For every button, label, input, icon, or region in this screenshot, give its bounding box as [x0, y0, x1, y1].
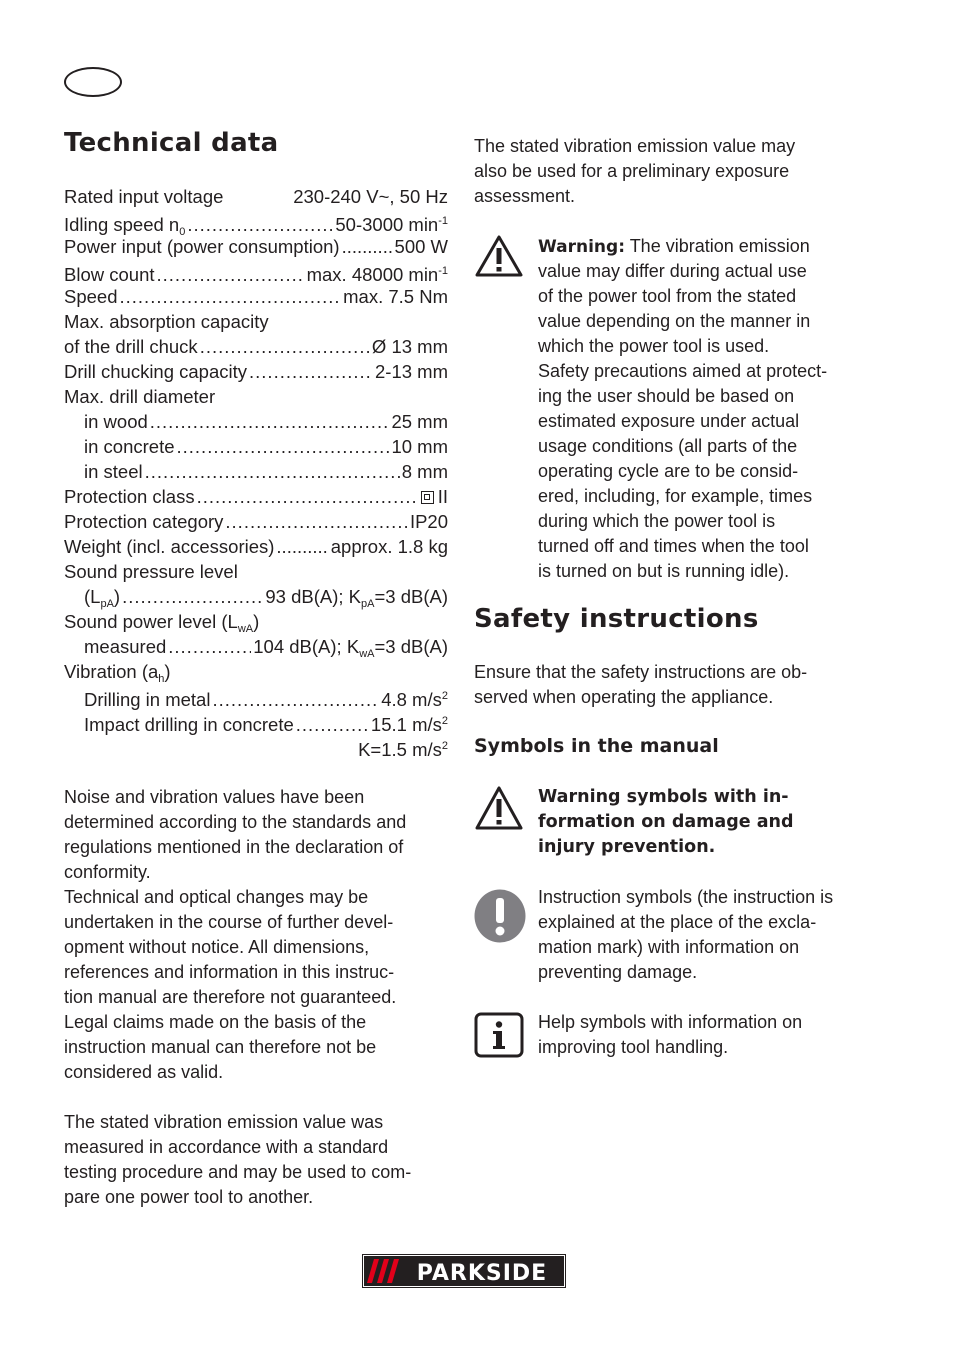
- spec-row: in concrete ..... 10 mm: [64, 434, 448, 459]
- protection-class-icon: [421, 491, 434, 504]
- logo-wordmark: PARKSIDE: [416, 1261, 548, 1286]
- symbol-help-text: Help symbols with information on improving tool handling.: [538, 1012, 803, 1057]
- spec-row: Weight (incl. accessories) ..... approx. 1.8 kg: [64, 534, 448, 559]
- spec-row: Speed ..... max. 7.5 Nm: [64, 284, 448, 309]
- spec-row: Vibration $(a_h)$: [64, 661, 171, 685]
- exposure-paragraph: The stated vibration emission value may also be used for a preliminary exposure assessment.: [474, 136, 796, 206]
- spec-row: measured ..... 104 dB(A); $K_{wA}=3$ dB(A): [64, 634, 448, 659]
- spec-row: $(L_{pA})$ ..... 93 dB(A); $K_{pA}=3$ dB(A): [64, 584, 448, 609]
- symbol-warning-text: Warning symbols with in- formation on damage and injury prevention.: [538, 787, 794, 857]
- warning-paragraph: Warning: The vibration emission value may differ during actual use of the power tool from the stated value depending on the manner in which the power tool is used. Safety precautions aimed at protect- ing the user should be based on estimated exposure under actual usage conditions (all parts of the operating cycle are to be consid- ered, including, for example, times during which the power tool is turned off and times when the tool is turned on but is running idle).: [538, 236, 828, 581]
- language-indicator: [64, 67, 122, 97]
- spec-row: Power input (power consumption) ..... 500 W: [64, 234, 448, 259]
- spec-list: [64, 184, 448, 759]
- spec-row: Impact drilling in concrete ..... 15.1 $m/s^2$: [64, 709, 448, 734]
- spec-row: Drilling in metal ..... 4.8 $m/s^2$: [64, 684, 448, 709]
- spec-row: Sound power level $(L_{wA})$: [64, 611, 260, 635]
- spec-row: K=1.5 $m/s^2$: [358, 739, 448, 760]
- spec-row: in steel ..... 8 mm: [64, 459, 448, 484]
- spec-row: Idling speed $n_0$ ..... 50-3000 $\min^{-1}$: [64, 209, 448, 234]
- spec-row: Drill chucking capacity ..... 2-13 mm: [64, 359, 448, 384]
- spec-row: Blow count ..... max. 48000 $\min^{-1}$: [64, 259, 448, 284]
- warning-triangle-icon: [474, 785, 524, 831]
- spec-row: in wood ..... 25 mm: [64, 409, 448, 434]
- safety-instructions-title: Safety instructions: [474, 604, 759, 634]
- conformity-paragraph: Noise and vibration values have been determined according to the standards and regulations mentioned in the declaration of conformity. Technical and optical changes may be undertaken in the course of further devel- opment without notice. All dimensions, references and information in this instruc- tion manual are therefore not guaranteed. Legal claims made on the basis of the instruction manual can therefore not be considered as valid.: [64, 787, 407, 1082]
- info-square-icon: [474, 1012, 524, 1058]
- spec-row: Sound pressure level: [64, 561, 238, 582]
- parkside-logo: [362, 1254, 566, 1288]
- exclamation-circle-icon: [474, 889, 526, 943]
- spec-row: Max. drill diameter: [64, 386, 216, 407]
- technical-data-title: Technical data: [64, 128, 279, 158]
- spec-row: Protection class ..... II: [64, 484, 448, 509]
- spec-row: Max. absorption capacity: [64, 311, 269, 332]
- spec-row: of the drill chuck ..... Ø 13 mm: [64, 334, 448, 359]
- spec-row: Protection category ..... IP20: [64, 509, 448, 534]
- vibration-paragraph: The stated vibration emission value was measured in accordance with a standard testing procedure and may be used to com- pare one power tool to another.: [64, 1112, 412, 1207]
- safety-paragraph: Ensure that the safety instructions are ob- served when operating the appliance.: [474, 662, 808, 707]
- symbols-title: Symbols in the manual: [474, 735, 719, 757]
- spec-row: Rated input voltage 230-240 V~, 50 Hz: [64, 186, 448, 207]
- symbol-instruction-text: Instruction symbols (the instruction is explained at the place of the excla- mation mark) with information on preventing damage.: [538, 887, 834, 982]
- warning-triangle-icon: [474, 234, 524, 278]
